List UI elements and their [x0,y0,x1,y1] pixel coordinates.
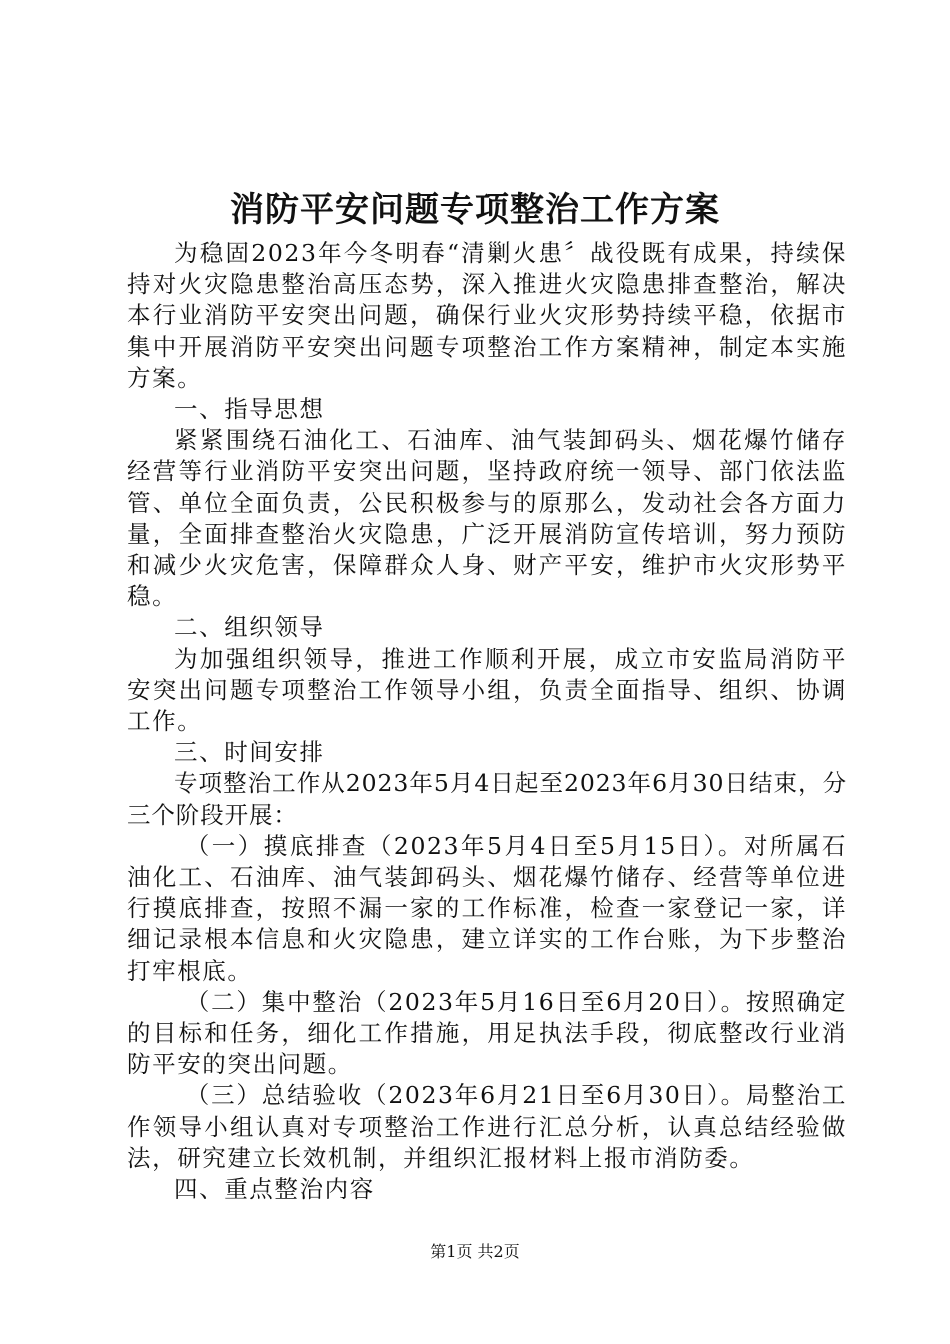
page-title: 消防平安问题专项整治工作方案 [230,190,720,230]
document-body [127,238,847,1205]
schedule-paragraph: 专项整治工作从2023年5月4日起至2023年6月30日结束，分三个阶段开展： [127,769,847,829]
section-heading-guiding-thought: 一、指导思想 [174,395,325,424]
guiding-thought-paragraph: 紧紧围绕石油化工、石油库、油气装卸码头、烟花爆竹储存经营等行业消防平安突出问题，坚持政府统一领导、部门依法监管、单位全面负责，公民积极参与的原那么，发动社会各方面力量，全面排查整治火灾隐患，广泛开展消防宣传培训，努力预防和减少火灾危害，保障群众人身、财产平安，维护市火灾形势平稳。 [127,426,847,611]
stage-three-paragraph: （三）总结验收（2023年6月21日至6月30日）。局整治工作领导小组认真对专项整治工作进行汇总分析，认真总结经验做法，研究建立长效机制，并组织汇报材料上报市消防委。 [127,1081,847,1172]
intro-paragraph: 为稳固2023年今冬明春“清剿火患〞战役既有成果，持续保持对火灾隐患整治高压态势，深入推进火灾隐患排查整治，解决本行业消防平安突出问题，确保行业火灾形势持续平稳，依据市集中开展消防平安突出问题专项整治工作方案精神，制定本实施方案。 [127,239,847,392]
stage-one-paragraph: （一）摸底排查（2023年5月4日至5月15日）。对所属石油化工、石油库、油气装卸码头、烟花爆竹储存、经营等单位进行摸底排查，按照不漏一家的工作标准，检查一家登记一家，详细记录根本信息和火灾隐患，建立详实的工作台账，为下步整治打牢根底。 [127,831,847,985]
section-heading-schedule: 三、时间安排 [174,738,325,767]
stage-two-paragraph: （二）集中整治（2023年5月16日至6月20日）。按照确定的目标和任务，细化工作措施，用足执法手段，彻底整改行业消防平安的突出问题。 [127,987,847,1079]
organization-paragraph: 为加强组织领导，推进工作顺利开展，成立市安监局消防平安突出问题专项整治工作领导小组，负责全面指导、组织、协调工作。 [127,644,847,736]
section-heading-key-content: 四、重点整治内容 [174,1175,375,1204]
page-footer: 第1页 共2页 [430,1242,520,1261]
section-heading-organization: 二、组织领导 [174,613,325,642]
